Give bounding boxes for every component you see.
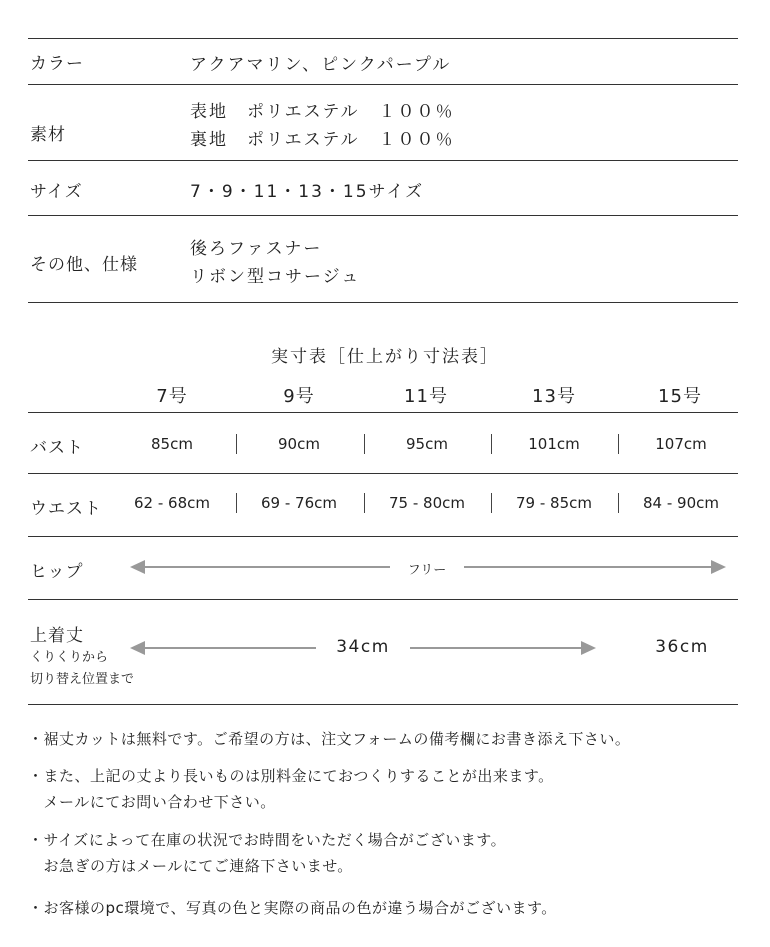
- bust-label: バスト: [30, 438, 84, 458]
- table-cell: 75 - 80cm: [389, 494, 465, 512]
- right-arrow-icon: [464, 560, 726, 574]
- column-header: 7号: [156, 386, 188, 407]
- column-header: 13号: [532, 386, 576, 407]
- length-value-long: 36cm: [655, 637, 709, 657]
- divider: [28, 599, 738, 600]
- divider: [28, 38, 738, 39]
- cell-separator: [236, 493, 237, 513]
- hip-label: ヒップ: [30, 562, 84, 582]
- size-label: サイズ: [30, 182, 83, 202]
- other-line-1: 後ろファスナー: [190, 239, 323, 259]
- hip-value: フリー: [407, 563, 447, 578]
- color-value: アクアマリン、ピンクパープル: [190, 55, 452, 75]
- table-cell: 84 - 90cm: [643, 494, 719, 512]
- column-header: 11号: [404, 386, 448, 407]
- column-header: 9号: [283, 386, 315, 407]
- size-table-title: 実寸表［仕上がり寸法表］: [271, 347, 499, 367]
- cell-separator: [491, 434, 492, 454]
- waist-label: ウエスト: [30, 499, 102, 519]
- column-header: 15号: [658, 386, 702, 407]
- size-value: 7・9・11・13・15サイズ: [190, 182, 425, 202]
- length-sublabel: くりくりから: [30, 650, 109, 665]
- divider: [28, 302, 738, 303]
- material-line-1: 表地 ポリエステル １００％: [190, 102, 455, 122]
- divider: [28, 215, 738, 216]
- left-arrow-icon: [130, 560, 390, 574]
- divider: [28, 473, 738, 474]
- note-line: メールにてお問い合わせ下さい。: [28, 793, 276, 811]
- note-line: お急ぎの方はメールにてご連絡下さいませ。: [28, 857, 353, 875]
- table-cell: 95cm: [406, 435, 448, 453]
- length-value-short: 34cm: [336, 637, 390, 657]
- table-cell: 90cm: [278, 435, 320, 453]
- material-line-2: 裏地 ポリエステル １００％: [190, 130, 455, 150]
- cell-separator: [364, 434, 365, 454]
- divider: [28, 704, 738, 705]
- table-cell: 62 - 68cm: [134, 494, 210, 512]
- note-line: ・また、上記の丈より長いものは別料金にておつくりすることが出来ます。: [28, 767, 554, 785]
- cell-separator: [364, 493, 365, 513]
- other-label: その他、仕様: [30, 255, 138, 275]
- cell-separator: [236, 434, 237, 454]
- cell-separator: [618, 493, 619, 513]
- length-label: 上着丈: [30, 626, 84, 646]
- right-arrow-icon: [410, 641, 596, 655]
- note-line: ・お客様のpc環境で、写真の色と実際の商品の色が違う場合がございます。: [28, 899, 557, 917]
- table-cell: 107cm: [655, 435, 707, 453]
- color-label: カラー: [30, 54, 84, 74]
- left-arrow-icon: [130, 641, 316, 655]
- divider: [28, 84, 738, 85]
- table-cell: 101cm: [528, 435, 580, 453]
- table-cell: 69 - 76cm: [261, 494, 337, 512]
- divider: [28, 412, 738, 413]
- divider: [28, 536, 738, 537]
- note-line: ・裾丈カットは無料です。ご希望の方は、注文フォームの備考欄にお書き添え下さい。: [28, 730, 631, 748]
- other-line-2: リボン型コサージュ: [190, 267, 361, 287]
- cell-separator: [491, 493, 492, 513]
- length-sublabel: 切り替え位置まで: [30, 672, 135, 687]
- note-line: ・サイズによって在庫の状況でお時間をいただく場合がございます。: [28, 831, 507, 849]
- table-cell: 85cm: [151, 435, 193, 453]
- cell-separator: [618, 434, 619, 454]
- material-label: 素材: [30, 125, 66, 145]
- divider: [28, 160, 738, 161]
- table-cell: 79 - 85cm: [516, 494, 592, 512]
